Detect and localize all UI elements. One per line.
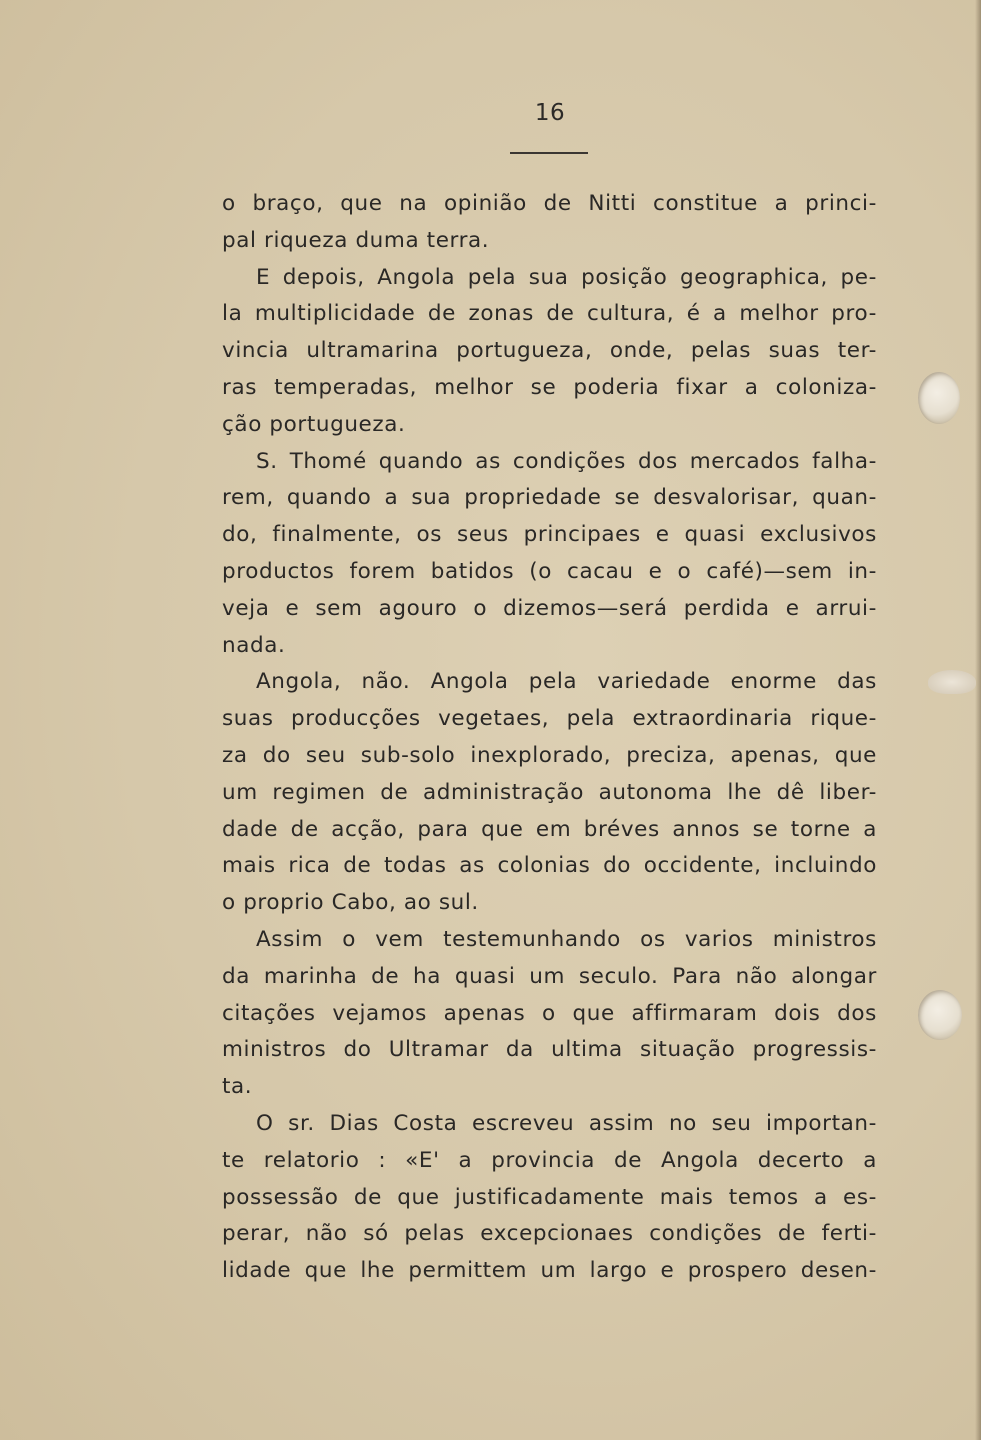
- binding-hole-bottom: [918, 990, 962, 1040]
- text-line: nada.: [222, 632, 286, 658]
- text-line: da marinha de ha quasi um seculo. Para não alongar: [222, 963, 877, 989]
- text-line: Assim o vem testemunhando os varios ministros: [256, 926, 877, 952]
- text-line: citações vejamos apenas o que affirmaram dois dos: [222, 1000, 877, 1026]
- text-line: la multiplicidade de zonas de cultura, é a melhor pro-: [222, 301, 877, 327]
- text-line: za do seu sub-solo inexplorado, preciza, apenas, que: [222, 742, 877, 768]
- text-line: suas producções vegetaes, pela extraordinaria rique-: [222, 706, 877, 732]
- text-line: mais rica de todas as colonias do occidente, incluindo: [222, 853, 877, 879]
- text-line: pal riqueza duma terra.: [222, 227, 490, 253]
- binding-hole-top: [918, 372, 960, 424]
- text-line: perar, não só pelas excepcionaes condições de ferti-: [222, 1221, 877, 1247]
- page-edge-shadow: [975, 0, 981, 1440]
- text-line: dade de acção, para que em bréves annos se torne a: [222, 816, 877, 842]
- text-line: o braço, que na opinião de Nitti constitue a princi-: [222, 191, 877, 216]
- text-line: te relatorio : «E' a provincia de Angola decerto a: [222, 1147, 877, 1173]
- paper-damage-mark: [928, 670, 976, 694]
- text-line: productos forem batidos (o cacau e o café)—sem in-: [222, 558, 877, 584]
- header-rule: [510, 152, 588, 154]
- text-line: ras temperadas, melhor se poderia fixar a coloniza-: [222, 374, 877, 400]
- text-line: E depois, Angola pela sua posição geographica, pe-: [256, 264, 877, 290]
- text-line: Angola, não. Angola pela variedade enorme das: [256, 669, 877, 695]
- text-line: lidade que lhe permittem um largo e prospero desen-: [222, 1258, 877, 1284]
- page-number: 16: [534, 100, 566, 126]
- text-line: vincia ultramarina portugueza, onde, pelas suas ter-: [222, 338, 877, 364]
- text-line: ministros do Ultramar da ultima situação progressis-: [222, 1037, 877, 1063]
- text-line: veja e sem agouro o dizemos—será perdida e arrui-: [222, 595, 877, 621]
- text-line: O sr. Dias Costa escreveu assim no seu importan-: [256, 1110, 877, 1136]
- text-line: ção portugueza.: [222, 411, 406, 437]
- text-line: um regimen de administração autonoma lhe dê liber-: [222, 779, 877, 805]
- text-line: possessão de que justificadamente mais temos a es-: [222, 1184, 877, 1210]
- text-line: do, finalmente, os seus principaes e quasi exclusivos: [222, 522, 877, 548]
- text-line: rem, quando a sua propriedade se desvalorisar, quan-: [222, 485, 877, 511]
- text-line: S. Thomé quando as condições dos mercados falha-: [256, 448, 877, 474]
- text-line: ta.: [222, 1074, 253, 1100]
- text-line: o proprio Cabo, ao sul.: [222, 890, 479, 916]
- body-text: [222, 186, 877, 1290]
